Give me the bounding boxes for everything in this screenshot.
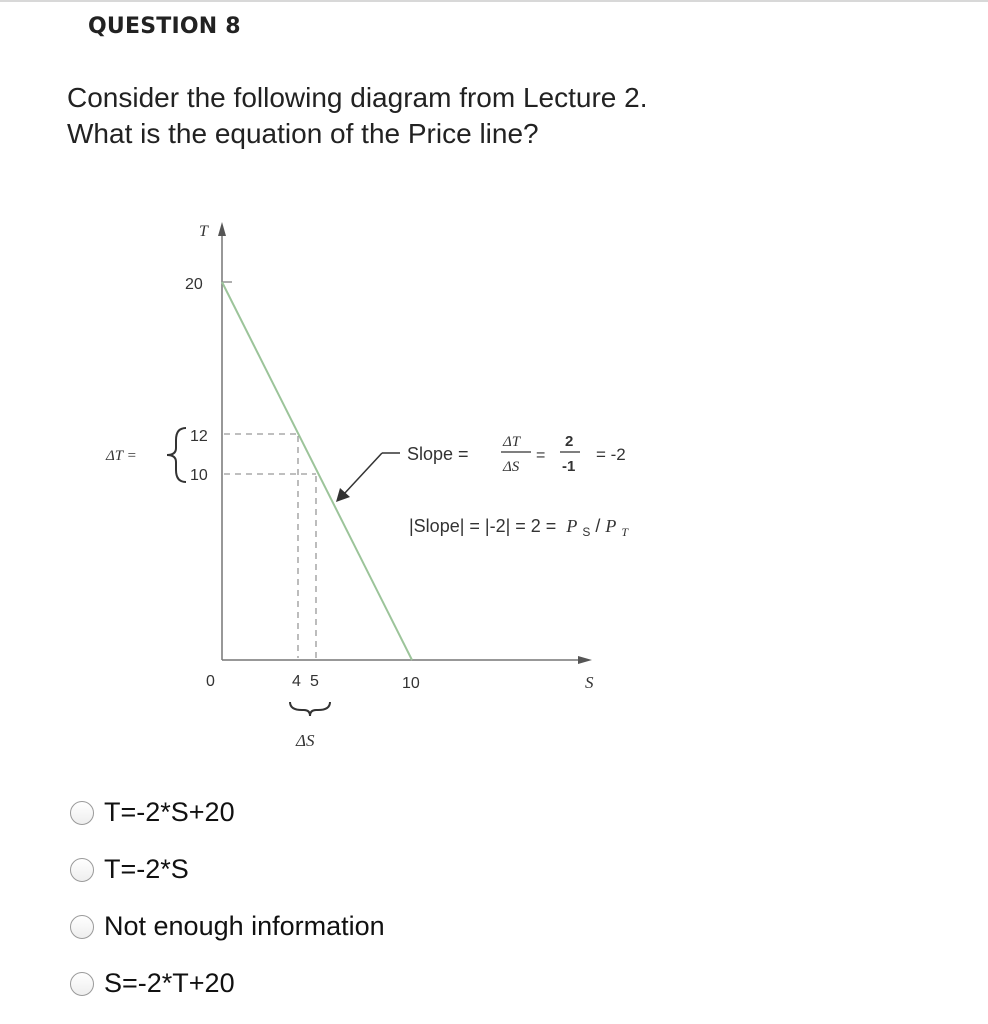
x-tick-label-5: 5: [310, 673, 319, 690]
delta-t-brace: [167, 428, 186, 482]
answer-option-3[interactable]: [70, 898, 385, 955]
origin-label: 0: [206, 673, 215, 690]
slope-result: = -2: [596, 445, 626, 464]
abs-slope-line: [409, 516, 629, 540]
y-tick-label-10: 10: [190, 467, 208, 484]
x-axis-label: S: [585, 673, 594, 692]
slope-text: Slope =: [407, 444, 469, 464]
radio-button[interactable]: [70, 858, 94, 882]
slope-numerator-1: ΔT: [503, 434, 521, 450]
answer-option-4[interactable]: [70, 955, 385, 1012]
answer-label: S=-2*T+20: [104, 968, 235, 998]
delta-s-brace: [290, 702, 330, 716]
question-title: QUESTION 8: [88, 14, 241, 39]
y-axis-label: T: [199, 223, 208, 240]
slope-denominator-2: -1: [562, 458, 576, 475]
delta-t-label: ΔT =: [106, 448, 137, 464]
top-divider: [0, 0, 988, 2]
pointer-line: [344, 453, 382, 494]
y-tick-label-12: 12: [190, 428, 208, 445]
y-tick-label-20: 20: [185, 276, 203, 293]
question-line-2: What is the equation of the Price line?: [67, 118, 539, 149]
ratio-sub1: S: [582, 525, 591, 539]
x-tick-label-4: 4: [292, 673, 301, 690]
ratio-p2: P: [605, 516, 617, 536]
slope-denominator-1: ΔS: [503, 459, 520, 475]
answer-options: [70, 784, 385, 1012]
slope-numerator-2: 2: [565, 433, 574, 450]
y-axis-arrow: [218, 222, 226, 236]
x-axis-arrow: [578, 656, 592, 664]
ratio-slash: /: [595, 516, 601, 536]
question-line-1: Consider the following diagram from Lecture 2.: [67, 82, 648, 113]
price-line: [222, 282, 412, 660]
answer-label: T=-2*S+20: [104, 797, 235, 827]
ratio-p1: P: [566, 516, 578, 536]
radio-button[interactable]: [70, 801, 94, 825]
radio-button[interactable]: [70, 915, 94, 939]
answer-label: Not enough information: [104, 911, 385, 941]
answer-option-1[interactable]: [70, 784, 385, 841]
answer-option-2[interactable]: [70, 841, 385, 898]
ratio-sub2: T: [621, 525, 629, 539]
radio-button[interactable]: [70, 972, 94, 996]
x-tick-label-10: 10: [402, 675, 420, 692]
question-text: [67, 80, 648, 152]
abs-slope-text: |Slope| = |-2| = 2 =: [409, 516, 557, 536]
price-line-diagram: [95, 210, 715, 770]
answer-label: T=-2*S: [104, 854, 189, 884]
delta-s-label: ΔS: [296, 731, 315, 750]
slope-equals: =: [536, 447, 546, 464]
